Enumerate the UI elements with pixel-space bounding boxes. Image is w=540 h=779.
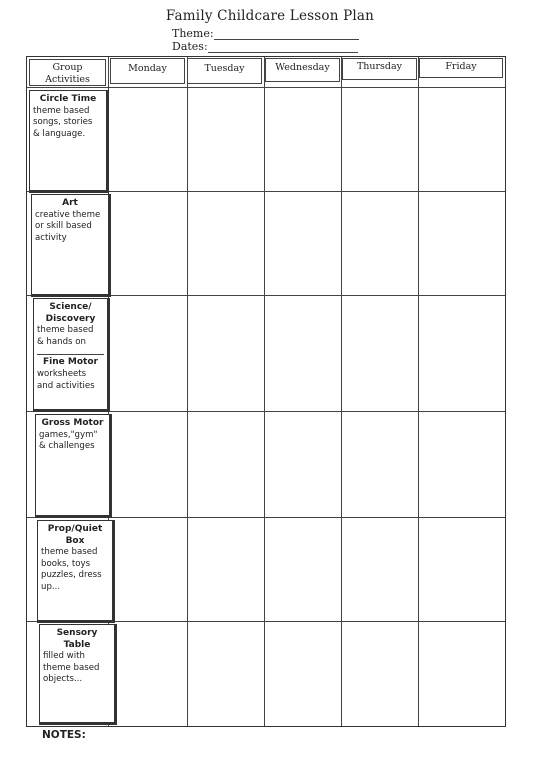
page-title: Family Childcare Lesson Plan bbox=[165, 8, 375, 24]
activity-art bbox=[31, 194, 111, 297]
activity-desc: theme based songs, stories & language. bbox=[33, 105, 93, 139]
dates-label: Dates: bbox=[172, 40, 208, 53]
day-header-tuesday: Tuesday bbox=[187, 58, 262, 84]
theme-label: Theme: bbox=[172, 27, 214, 40]
activity-desc: worksheets and activities bbox=[37, 368, 95, 391]
corner-line-1: Group bbox=[52, 62, 83, 73]
activity-desc: creative theme or skill based activity bbox=[35, 209, 101, 243]
corner-line-2: Activities bbox=[45, 74, 90, 85]
lesson-plan-grid bbox=[26, 56, 506, 727]
activity-gross-motor bbox=[35, 414, 112, 518]
day-header-wednesday: Wednesday bbox=[265, 58, 340, 82]
day-header-thursday: Thursday bbox=[342, 58, 417, 80]
grid-row-divider bbox=[27, 87, 505, 88]
theme-blank-line[interactable] bbox=[214, 30, 359, 40]
header-corner-cell bbox=[29, 59, 106, 86]
activity-desc: games,"gym" & challenges bbox=[39, 429, 98, 452]
day-header-monday: Monday bbox=[110, 58, 185, 84]
activity-name: Gross Motor bbox=[41, 418, 104, 428]
activity-science-discovery bbox=[33, 298, 110, 412]
notes-label: NOTES: bbox=[42, 729, 86, 741]
grid-column-divider bbox=[187, 57, 188, 726]
activity-name: Fine Motor bbox=[43, 357, 98, 368]
activity-circle-time bbox=[29, 90, 109, 193]
activity-desc: theme based books, toys puzzles, dress up... bbox=[41, 547, 102, 592]
activity-desc: theme based & hands on bbox=[37, 325, 94, 347]
dates-field bbox=[172, 40, 358, 53]
theme-field bbox=[172, 27, 359, 40]
grid-column-divider bbox=[341, 57, 342, 726]
activity-sensory-table bbox=[39, 624, 117, 725]
grid-column-divider bbox=[264, 57, 265, 726]
activity-name: Circle Time bbox=[39, 94, 97, 104]
activity-name: Sensory Table bbox=[56, 628, 98, 650]
activity-prop-quiet-box bbox=[37, 520, 115, 623]
activity-fine-motor bbox=[37, 354, 104, 392]
activity-name: Science/ Discovery bbox=[45, 302, 96, 324]
activity-name: Prop/Quiet Box bbox=[47, 524, 103, 546]
day-header-friday: Friday bbox=[419, 58, 503, 78]
grid-column-divider bbox=[418, 57, 419, 726]
activity-name: Art bbox=[62, 198, 78, 208]
activity-desc: filled with theme based objects... bbox=[43, 651, 100, 685]
dates-blank-line[interactable] bbox=[208, 43, 358, 53]
